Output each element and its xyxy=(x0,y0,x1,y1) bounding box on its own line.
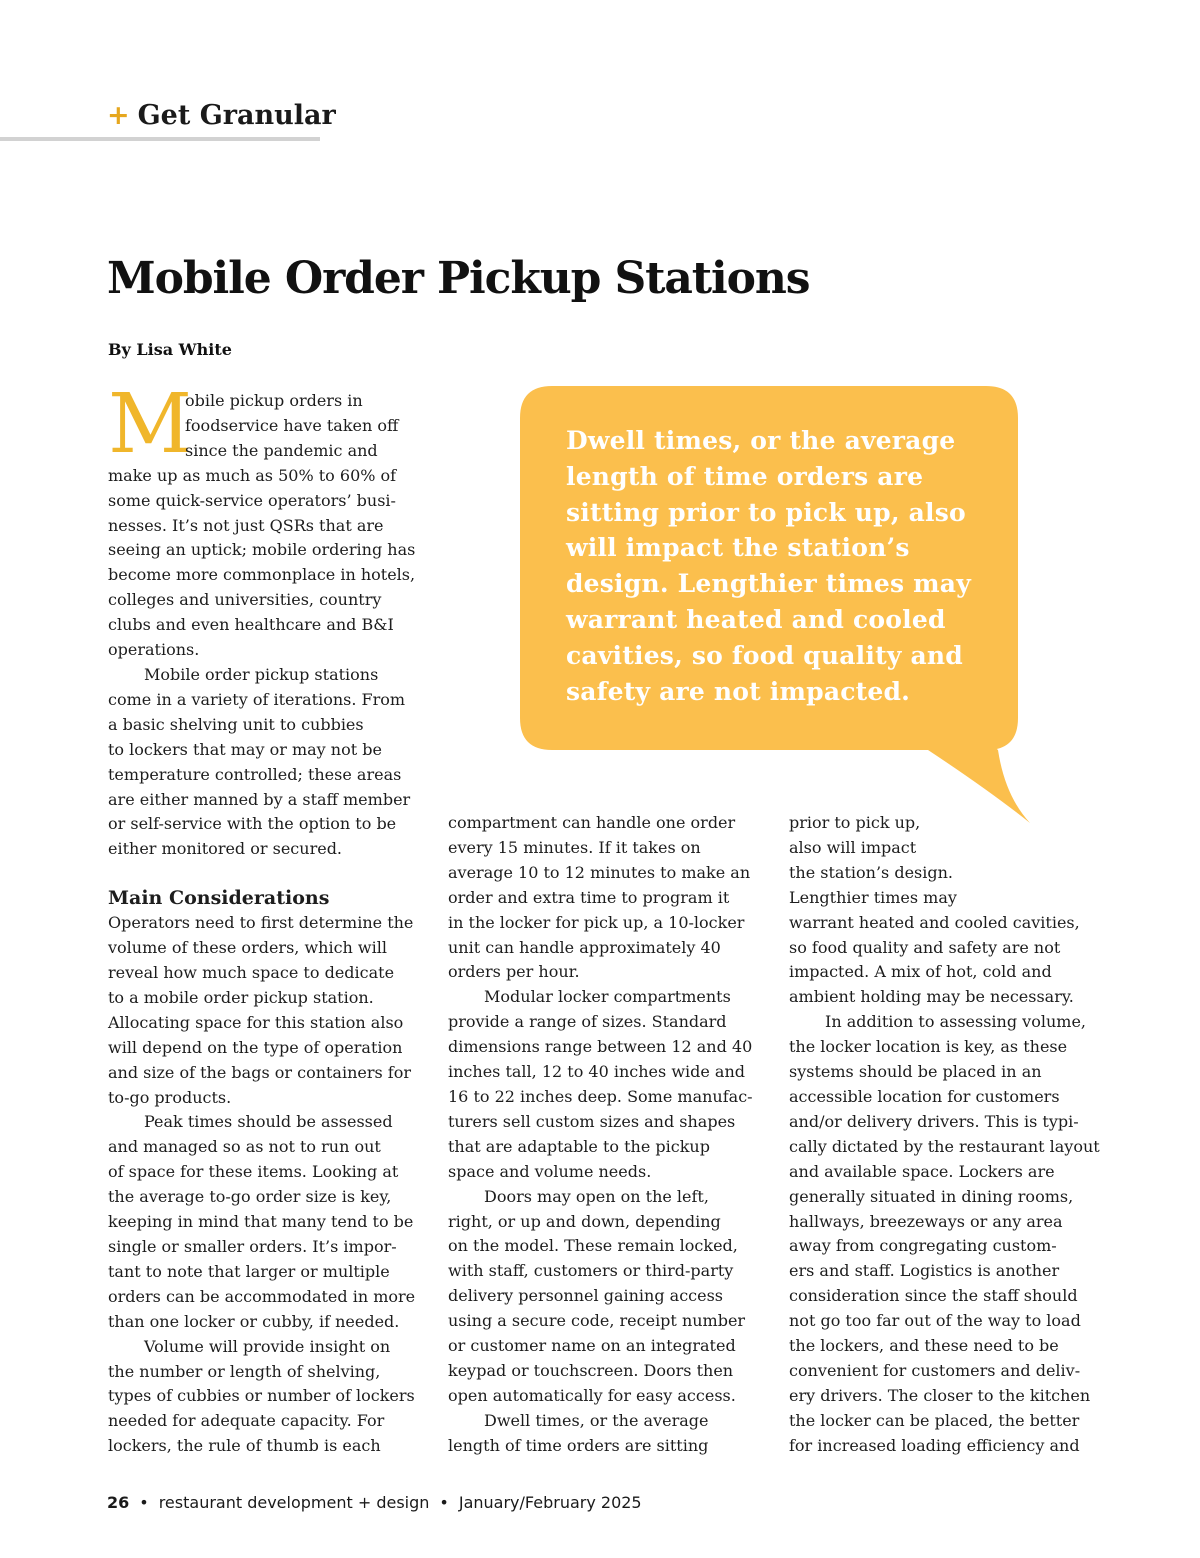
text-line: single or smaller orders. It’s impor- xyxy=(108,1237,397,1256)
text-line: using a secure code, receipt number xyxy=(448,1311,746,1331)
plus-icon: + xyxy=(107,100,130,131)
text-line: that are adaptable to the pickup xyxy=(448,1136,710,1156)
text-line: become more commonplace in hotels, xyxy=(108,565,416,585)
text-line: also will impact xyxy=(789,837,917,857)
paragraph-intro xyxy=(108,389,438,663)
text-line: in the locker for pick up, a 10-locker xyxy=(448,912,745,932)
text-line: compartment can handle one order xyxy=(448,813,736,832)
section-label: Get Granular xyxy=(137,100,336,131)
pull-quote-line: warrant heated and cooled xyxy=(566,604,946,634)
text-line: In addition to assessing volume, xyxy=(825,1012,1086,1032)
text-line: lockers, the rule of thumb is each xyxy=(108,1436,381,1456)
text-line: Mobile order pickup stations xyxy=(144,664,379,684)
text-line: Dwell times, or the average xyxy=(484,1410,709,1430)
section-tag xyxy=(107,100,336,131)
text-line: Doors may open on the left, xyxy=(484,1186,709,1206)
text-line: accessible location for customers xyxy=(789,1086,1060,1106)
text-line: orders per hour. xyxy=(448,962,580,982)
text-line: prior to pick up, xyxy=(789,813,921,832)
paragraph xyxy=(789,1010,1119,1458)
text-line: since the pandemic and xyxy=(185,440,378,460)
text-line: Lengthier times may xyxy=(789,887,957,907)
text-line: clubs and even healthcare and B&I xyxy=(108,615,394,635)
drop-cap: M xyxy=(108,377,192,472)
text-line: open automatically for easy access. xyxy=(448,1385,736,1405)
text-line: the locker can be placed, the better xyxy=(789,1410,1080,1430)
text-line: convenient for customers and deliv- xyxy=(789,1360,1081,1380)
text-line: keypad or touchscreen. Doors then xyxy=(448,1360,734,1380)
text-line: on the model. These remain locked, xyxy=(448,1236,738,1256)
text-line: the locker location is key, as these xyxy=(789,1037,1068,1057)
text-line: cally dictated by the restaurant layout xyxy=(789,1136,1100,1156)
text-line: than one locker or cubby, if needed. xyxy=(108,1311,400,1331)
text-line: so food quality and safety are not xyxy=(789,937,1061,957)
text-line: to-go products. xyxy=(108,1087,232,1107)
text-line: ers and staff. Logistics is another xyxy=(789,1261,1060,1281)
text-line: inches tall, 12 to 40 inches wide and xyxy=(448,1062,746,1082)
text-line: average 10 to 12 minutes to make an xyxy=(448,862,751,882)
text-line: either monitored or secured. xyxy=(108,839,343,859)
text-line: provide a range of sizes. Standard xyxy=(448,1012,727,1032)
paragraph xyxy=(448,811,778,985)
text-line: and managed so as not to run out xyxy=(108,1137,381,1157)
paragraph xyxy=(108,1110,438,1334)
text-line: tant to note that larger or multiple xyxy=(108,1261,390,1281)
issue-date: January/February 2025 xyxy=(458,1493,642,1512)
subhead: Main Considerations xyxy=(108,887,330,910)
pull-quote-line: Dwell times, or the average xyxy=(566,426,956,455)
text-line: some quick-service operators’ busi- xyxy=(108,490,396,510)
page-number: 26 xyxy=(107,1493,130,1512)
text-line: every 15 minutes. If it takes on xyxy=(448,837,701,857)
text-line: the average to-go order size is key, xyxy=(108,1187,392,1207)
text-line: consideration since the staff should xyxy=(789,1286,1078,1306)
text-line: the number or length of shelving, xyxy=(108,1361,381,1381)
paragraph xyxy=(108,911,438,1110)
text-line: operations. xyxy=(108,640,200,660)
text-line: orders can be accommodated in more xyxy=(108,1286,416,1306)
text-line: ambient holding may be necessary. xyxy=(789,987,1074,1007)
pull-quote-line: safety are not impacted. xyxy=(566,676,911,706)
text-line: dimensions range between 12 and 40 xyxy=(448,1037,753,1057)
text-line: colleges and universities, country xyxy=(108,590,382,610)
publication-name: restaurant development + design xyxy=(158,1493,430,1512)
text-line: unit can handle approximately 40 xyxy=(448,937,721,957)
text-line: or customer name on an integrated xyxy=(448,1336,736,1356)
text-line: delivery personnel gaining access xyxy=(448,1286,724,1306)
section-rule xyxy=(0,137,320,141)
paragraph xyxy=(448,985,778,1184)
text-line: needed for adequate capacity. For xyxy=(108,1411,385,1431)
pull-quote-line: design. Lengthier times may xyxy=(566,569,971,599)
text-line: a basic shelving unit to cubbies xyxy=(108,714,364,734)
text-line: Peak times should be assessed xyxy=(144,1112,393,1132)
column-2 xyxy=(448,811,778,1459)
text-line: the lockers, and these need to be xyxy=(789,1336,1059,1356)
text-line: hallways, breezeways or any area xyxy=(789,1211,1063,1231)
text-line: seeing an uptick; mobile ordering has xyxy=(108,540,416,560)
pull-quote xyxy=(566,423,1006,709)
text-line: obile pickup orders in xyxy=(185,391,363,410)
pull-quote-line: will impact the station’s xyxy=(566,533,910,563)
bullet-separator: • xyxy=(139,1493,149,1512)
pull-quote-line: sitting prior to pick up, also xyxy=(566,497,966,527)
text-line: order and extra time to program it xyxy=(448,887,730,907)
text-line: generally situated in dining rooms, xyxy=(789,1186,1074,1206)
text-line: not go too far out of the way to load xyxy=(789,1311,1081,1331)
text-line: come in a variety of iterations. From xyxy=(108,689,406,709)
text-line: with staff, customers or third-party xyxy=(448,1261,734,1281)
text-line: turers sell custom sizes and shapes xyxy=(448,1111,736,1131)
text-line: nesses. It’s not just QSRs that are xyxy=(108,515,384,535)
text-line: ery drivers. The closer to the kitchen xyxy=(789,1385,1091,1405)
text-line: of space for these items. Looking at xyxy=(108,1162,399,1182)
text-line: systems should be placed in an xyxy=(789,1062,1042,1082)
text-line: types of cubbies or number of lockers xyxy=(108,1386,415,1406)
bullet-separator: • xyxy=(439,1493,449,1512)
text-line: for increased loading efficiency and xyxy=(789,1435,1080,1455)
text-line: Modular locker compartments xyxy=(484,987,731,1007)
text-line: Operators need to first determine the xyxy=(108,913,414,933)
text-line: and size of the bags or containers for xyxy=(108,1062,412,1082)
text-line: reveal how much space to dedicate xyxy=(108,963,395,983)
pull-quote-line: cavities, so food quality and xyxy=(566,640,963,670)
paragraph xyxy=(789,811,1119,1010)
text-line: impacted. A mix of hot, cold and xyxy=(789,962,1052,982)
paragraph xyxy=(108,1335,438,1460)
text-line: keeping in mind that many tend to be xyxy=(108,1212,414,1232)
byline: By Lisa White xyxy=(108,340,232,359)
text-line: to lockers that may or may not be xyxy=(108,739,382,759)
text-line: right, or up and down, depending xyxy=(448,1211,721,1231)
text-line: temperature controlled; these areas xyxy=(108,764,402,784)
text-line: Volume will provide insight on xyxy=(144,1336,391,1356)
text-line: away from congregating custom- xyxy=(789,1236,1057,1256)
text-line: to a mobile order pickup station. xyxy=(108,987,374,1007)
text-line: warrant heated and cooled cavities, xyxy=(789,912,1080,932)
text-line: the station’s design. xyxy=(789,862,954,882)
page-footer xyxy=(107,1493,642,1512)
paragraph xyxy=(108,663,438,862)
text-line: length of time orders are sitting xyxy=(448,1435,709,1455)
paragraph xyxy=(448,1185,778,1409)
text-line: foodservice have taken off xyxy=(185,415,399,435)
text-line: volume of these orders, which will xyxy=(108,938,387,958)
article-title: Mobile Order Pickup Stations xyxy=(107,253,810,304)
text-line: 16 to 22 inches deep. Some manufac- xyxy=(448,1086,753,1106)
text-line: make up as much as 50% to 60% of xyxy=(108,465,397,485)
text-line: are either manned by a staff member xyxy=(108,789,411,809)
text-line: and available space. Lockers are xyxy=(789,1161,1055,1181)
text-line: or self-service with the option to be xyxy=(108,814,397,834)
paragraph xyxy=(448,1409,778,1459)
text-line: Allocating space for this station also xyxy=(108,1012,404,1032)
text-line: space and volume needs. xyxy=(448,1161,652,1181)
column-1 xyxy=(108,389,438,1459)
column-3 xyxy=(789,811,1119,1459)
text-line: and/or delivery drivers. This is typi- xyxy=(789,1111,1079,1131)
text-line: will depend on the type of operation xyxy=(108,1037,403,1057)
pull-quote-line: length of time orders are xyxy=(566,461,924,491)
